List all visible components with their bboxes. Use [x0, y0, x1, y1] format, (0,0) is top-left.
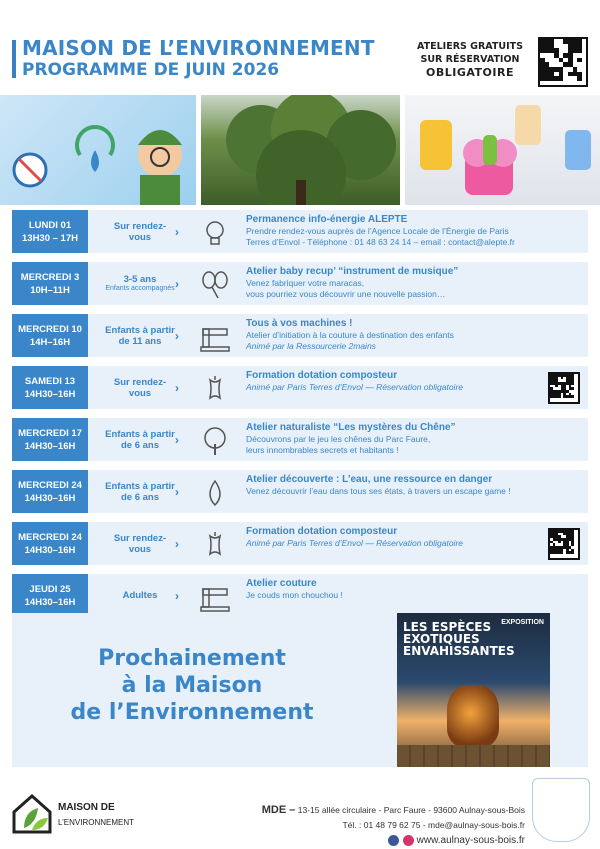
- recycled-crafts-photo: [405, 95, 600, 205]
- event-title: Formation dotation composteur: [246, 370, 398, 381]
- event-title: Atelier couture: [246, 578, 317, 589]
- event-qr-code[interactable]: [548, 372, 580, 404]
- chevron-right-icon: ›: [175, 224, 179, 239]
- event-time: 14H30–16H: [24, 388, 76, 400]
- instagram-icon[interactable]: [403, 835, 414, 846]
- event-audience-note: Enfants accompagnés: [105, 285, 175, 292]
- event-day: JEUDI 25: [29, 583, 71, 595]
- event-date: [12, 314, 88, 357]
- facebook-icon[interactable]: [388, 835, 399, 846]
- event-audience-label: Sur rendez-vous: [113, 376, 167, 399]
- event-audience-label: 3-5 ans: [123, 274, 157, 285]
- oak-tree-photo: [201, 95, 400, 205]
- event-row: [12, 208, 588, 253]
- lightbulb-icon: [200, 218, 230, 248]
- event-day: MERCREDI 3: [20, 271, 80, 283]
- water-drop-icon: [200, 478, 230, 508]
- logo-line-1: MAISON DE: [58, 802, 115, 813]
- event-details: [246, 370, 576, 393]
- event-row: [12, 260, 588, 305]
- notice-line-3: OBLIGATOIRE: [426, 66, 514, 79]
- event-day: SAMEDI 13: [24, 375, 76, 387]
- event-line-2: leurs innombrables secrets et habitants !: [246, 445, 399, 455]
- mde-logo: [10, 790, 135, 840]
- event-details: [246, 526, 576, 549]
- event-audience: [92, 574, 188, 617]
- event-title: Atelier baby recup’ “instrument de musique”: [246, 266, 459, 277]
- apple-core-icon: [200, 374, 230, 404]
- notice-line-1: ATELIERS GRATUITS: [417, 41, 523, 52]
- event-time: 14H–16H: [29, 336, 71, 348]
- event-title: Atelier naturaliste “Les mystères du Chêne”: [246, 422, 456, 433]
- notice-line-2: SUR RÉSERVATION: [420, 54, 520, 65]
- event-line-1: Prendre rendez-vous auprès de l’Agence Locale de l’Énergie de Paris: [246, 226, 509, 236]
- event-line-2: Terres d’Envol - Téléphone : 01 48 63 24 14 – email : contact@alepte.fr: [246, 237, 515, 247]
- header-qr-code[interactable]: [538, 37, 588, 87]
- event-time: 13H30 – 17H: [22, 232, 78, 244]
- event-line-2: Animé par la Ressourcerie 2mains: [246, 341, 376, 351]
- event-row: [12, 520, 588, 565]
- event-date: [12, 522, 88, 565]
- chevron-right-icon: ›: [175, 276, 179, 291]
- event-time: 14H30–16H: [24, 492, 76, 504]
- event-audience-label: Enfants à partir de 6 ans: [105, 428, 175, 451]
- event-date: [12, 366, 88, 409]
- footer-website[interactable]: www.aulnay-sous-bois.fr: [416, 835, 525, 846]
- exhibition-poster: [397, 613, 550, 767]
- event-time: 14H30–16H: [24, 440, 76, 452]
- event-title: Atelier découverte : L’eau, une ressource en danger: [246, 474, 493, 485]
- chevron-right-icon: ›: [175, 328, 179, 343]
- event-title: Permanence info-énergie ALEPTE: [246, 214, 408, 225]
- event-details: [246, 214, 576, 248]
- footer-phone-email[interactable]: Tél. : 01 48 79 62 75 - mde@aulnay-sous-bois.fr: [342, 820, 525, 830]
- event-audience: [92, 314, 188, 357]
- event-date: [12, 210, 88, 253]
- event-audience-label: Sur rendez-vous: [113, 220, 167, 243]
- event-time: 14H30–16H: [24, 544, 76, 556]
- oak-tree-svg: [201, 95, 400, 205]
- maracas-icon: [200, 270, 230, 300]
- event-date: [12, 470, 88, 513]
- event-line-1: Animé par Paris Terres d’Envol — Réservation obligatoire: [246, 382, 464, 392]
- eco-illustration-image: [0, 95, 196, 205]
- event-date: [12, 262, 88, 305]
- upcoming-panel: [12, 613, 588, 767]
- event-audience-label: Adultes: [122, 590, 158, 601]
- crafts-svg: [405, 95, 600, 205]
- event-audience: [92, 210, 188, 253]
- event-title: Formation dotation composteur: [246, 526, 398, 537]
- upcoming-heading: [42, 645, 342, 726]
- event-day: MERCREDI 24: [18, 531, 82, 543]
- chevron-right-icon: ›: [175, 588, 179, 603]
- tree-icon: [200, 426, 230, 456]
- event-audience: [92, 418, 188, 461]
- event-audience: [92, 522, 188, 565]
- event-audience-label: Sur rendez-vous: [113, 532, 167, 555]
- event-day: MERCREDI 17: [18, 427, 82, 439]
- city-crest-icon: [532, 778, 590, 842]
- event-qr-code[interactable]: [548, 528, 580, 560]
- logo-line-2: L’ENVIRONNEMENT: [58, 818, 135, 827]
- footer-contact: [190, 803, 525, 848]
- sewing-machine-icon: [200, 322, 230, 352]
- event-row: [12, 468, 588, 513]
- footer-org: MDE –: [261, 804, 296, 816]
- chevron-right-icon: ›: [175, 484, 179, 499]
- event-day: LUNDI 01: [28, 219, 72, 231]
- poster-tag: EXPOSITION: [501, 619, 544, 626]
- upcoming-line-1: Prochainement: [98, 646, 286, 671]
- event-details: [246, 318, 576, 352]
- event-time: 10H–11H: [30, 284, 70, 296]
- page-title: MAISON DE L’ENVIRONNEMENT: [22, 36, 375, 60]
- event-details: [246, 422, 576, 456]
- event-details: [246, 474, 576, 497]
- event-time: 14H30–16H: [24, 596, 76, 608]
- upcoming-line-3: de l’Environnement: [70, 700, 314, 725]
- upcoming-line-2: à la Maison: [121, 673, 263, 698]
- page-subtitle: PROGRAMME DE JUIN 2026: [22, 60, 280, 80]
- chevron-right-icon: ›: [175, 536, 179, 551]
- header-accent-bar: [12, 40, 16, 78]
- footer-address: 13-15 allée circulaire - Parc Faure - 93600 Aulnay-sous-Bois: [297, 805, 525, 815]
- chevron-right-icon: ›: [175, 432, 179, 447]
- event-row: [12, 312, 588, 357]
- event-date: [12, 574, 88, 617]
- event-day: MERCREDI 10: [18, 323, 82, 335]
- event-line-1: Venez fabriquer votre maracas,: [246, 278, 365, 288]
- event-details: [246, 266, 576, 300]
- apple-core-icon: [200, 530, 230, 560]
- event-audience-label: Enfants à partir de 6 ans: [105, 480, 175, 503]
- booking-notice: [410, 40, 530, 79]
- chevron-right-icon: ›: [175, 380, 179, 395]
- event-line-1: Animé par Paris Terres d’Envol — Réservation obligatoire: [246, 538, 464, 548]
- event-line-1: Atelier d’initiation à la couture à destination des enfants: [246, 330, 454, 340]
- event-line-1: Je couds mon chouchou !: [246, 590, 343, 600]
- event-line-2: vous pourriez vous découvrir une nouvelle passion…: [246, 289, 446, 299]
- house-leaf-icon: [10, 790, 56, 836]
- poster-title: LES ESPÈCES EXOTIQUES ENVAHISSANTES: [403, 620, 515, 658]
- event-audience: [92, 262, 188, 305]
- event-line-1: Venez découvrir l’eau dans tous ses états, à travers un escape game !: [246, 486, 511, 496]
- event-audience: [92, 366, 188, 409]
- event-row: [12, 416, 588, 461]
- deck-illustration: [397, 745, 550, 767]
- event-row: [12, 364, 588, 409]
- event-day: MERCREDI 24: [18, 479, 82, 491]
- jar-illustration: [447, 685, 499, 747]
- eco-illustration-svg: [0, 95, 196, 205]
- event-line-1: Découvrons par le jeu les chênes du Parc Faure,: [246, 434, 431, 444]
- event-date: [12, 418, 88, 461]
- event-details: [246, 578, 576, 601]
- sewing-machine-icon: [200, 582, 230, 612]
- event-audience-label: Enfants à partir de 11 ans: [105, 324, 175, 347]
- event-row: [12, 572, 588, 617]
- event-audience: [92, 470, 188, 513]
- event-title: Tous à vos machines !: [246, 318, 353, 329]
